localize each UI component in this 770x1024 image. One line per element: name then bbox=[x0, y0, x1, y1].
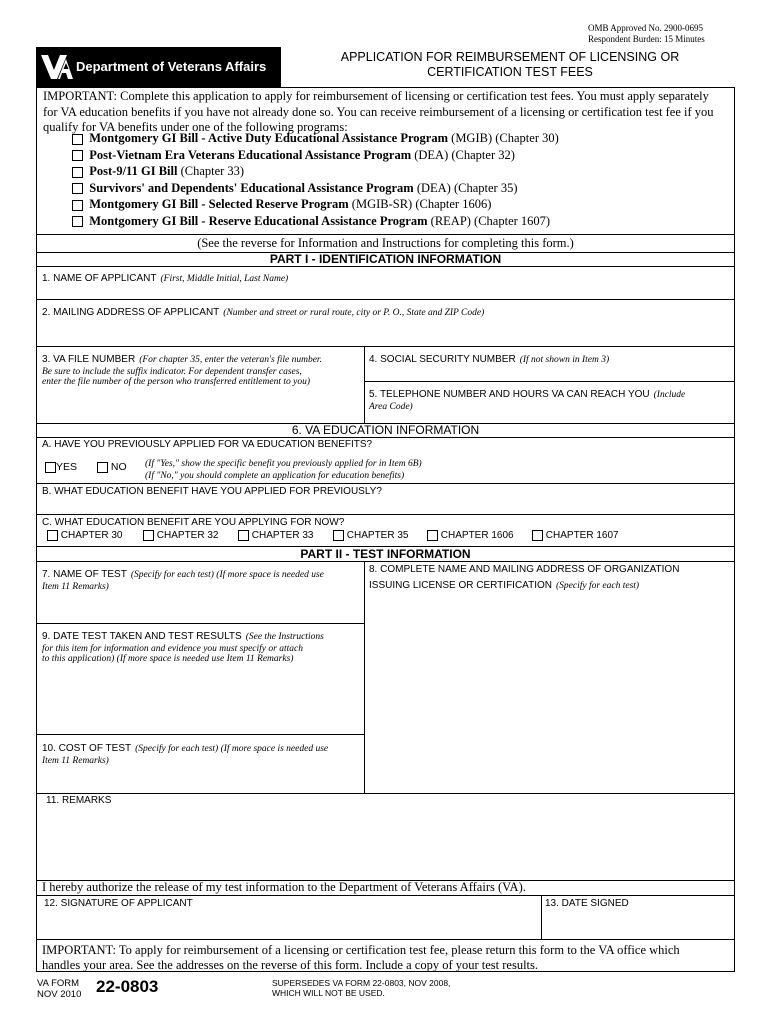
agency-banner bbox=[36, 47, 281, 87]
program-item: Montgomery GI Bill - Active Duty Educational Assistance Program (MGIB) (Chapter 30) bbox=[72, 130, 559, 147]
va-form-label: VA FORM bbox=[37, 978, 80, 989]
omb-number: OMB Approved No. 2900-0695 bbox=[588, 23, 703, 33]
reverse-note: (See the reverse for Information and Instructions for completing this form.) bbox=[197, 236, 574, 250]
item13-label: 13. DATE SIGNED bbox=[545, 898, 629, 909]
form-id bbox=[37, 978, 81, 1000]
ssn-field[interactable] bbox=[368, 362, 730, 380]
remarks-field[interactable] bbox=[40, 808, 730, 878]
program-checkbox[interactable] bbox=[72, 200, 83, 211]
program-item: Montgomery GI Bill - Selected Reserve Program (MGIB-SR) (Chapter 1606) bbox=[72, 196, 559, 213]
item6a-label: A. HAVE YOU PREVIOUSLY APPLIED FOR VA EDUCATION BENEFITS? bbox=[42, 439, 373, 450]
va-file-number-field[interactable] bbox=[40, 382, 360, 420]
supersedes-note: SUPERSEDES VA FORM 22-0803, NOV 2008, WHICH WILL NOT BE USED. bbox=[272, 978, 451, 998]
intro-line3: qualify for VA benefits under one of the following programs: bbox=[43, 120, 348, 134]
intro-text bbox=[43, 89, 714, 136]
form-number: 22-0803 bbox=[96, 977, 159, 996]
intro-line2: for VA education benefits if you have not already done so. You can receive reimbursement of a licensing or certification test fee if you bbox=[43, 104, 714, 119]
item11-label: 11. REMARKS bbox=[46, 795, 112, 806]
item7-label: 7. NAME OF TEST (Specify for each test) (If more space is needed use Item 11 Remarks) bbox=[42, 569, 324, 592]
form-title bbox=[290, 50, 730, 80]
telephone-field[interactable] bbox=[368, 405, 730, 421]
item3-label: 3. VA FILE NUMBER (For chapter 35, enter the veteran's file number. Be sure to include the suffix indicator. For dependent transfer cases, enter the file number of the person who transferred entitlement to you) bbox=[42, 354, 322, 387]
no-option[interactable]: NO bbox=[97, 461, 127, 473]
item10-label: 10. COST OF TEST (Specify for each test) (If more space is needed use Item 11 Remarks) bbox=[42, 743, 329, 766]
yes-option[interactable]: YES bbox=[45, 461, 77, 473]
item5-label: 5. TELEPHONE NUMBER AND HOURS VA CAN REACH YOU (Include Area Code) bbox=[369, 389, 686, 412]
item8-label: 8. COMPLETE NAME AND MAILING ADDRESS OF ORGANIZATION ISSUING LICENSE OR CERTIFICATION (Specify for each test) bbox=[369, 564, 680, 591]
item12-label: 12. SIGNATURE OF APPLICANT bbox=[44, 898, 193, 909]
chapter-checkbox[interactable] bbox=[333, 530, 344, 541]
no-checkbox[interactable] bbox=[97, 462, 108, 473]
respondent-burden: Respondent Burden: 15 Minutes bbox=[588, 34, 705, 44]
chapter-option[interactable]: CHAPTER 30 bbox=[47, 530, 122, 541]
date-signed-field[interactable] bbox=[544, 911, 732, 937]
form-date: NOV 2010 bbox=[37, 989, 82, 1000]
chapter-option[interactable]: CHAPTER 33 bbox=[238, 530, 313, 541]
previous-benefit-field[interactable] bbox=[40, 498, 730, 512]
item6b-label: B. WHAT EDUCATION BENEFIT HAVE YOU APPLIED FOR PREVIOUSLY? bbox=[42, 486, 382, 497]
program-item: Post-Vietnam Era Veterans Educational Assistance Program (DEA) (Chapter 32) bbox=[72, 147, 559, 164]
organization-address-field[interactable] bbox=[368, 590, 730, 790]
test-name-field[interactable] bbox=[40, 588, 360, 621]
yes-checkbox[interactable] bbox=[45, 462, 56, 473]
signature-field[interactable] bbox=[40, 911, 538, 937]
program-checkbox[interactable] bbox=[72, 134, 83, 145]
program-checkbox[interactable] bbox=[72, 150, 83, 161]
chapter-option[interactable]: CHAPTER 35 bbox=[333, 530, 408, 541]
applicant-name-field[interactable] bbox=[40, 282, 730, 298]
program-list bbox=[72, 130, 559, 229]
authorization-statement: I hereby authorize the release of my test information to the Department of Veterans Affairs (VA). bbox=[42, 880, 526, 894]
chapter-checkbox[interactable] bbox=[532, 530, 543, 541]
agency-name: Department of Veterans Affairs bbox=[76, 59, 267, 74]
program-item: Montgomery GI Bill - Reserve Educational Assistance Program (REAP) (Chapter 1607) bbox=[72, 213, 559, 230]
item6a-instructions: (If "Yes," show the specific benefit you previously applied for in Item 6B) (If "No," you should complete an application for education benefits) bbox=[145, 459, 422, 481]
part2-title: PART II - TEST INFORMATION bbox=[300, 547, 471, 561]
program-checkbox[interactable] bbox=[72, 216, 83, 227]
omb-block bbox=[588, 23, 705, 45]
form-title-line1: APPLICATION FOR REIMBURSEMENT OF LICENSING OR bbox=[340, 50, 680, 64]
program-item: Survivors' and Dependents' Educational Assistance Program (DEA) (Chapter 35) bbox=[72, 180, 559, 197]
chapter-checkbox[interactable] bbox=[143, 530, 154, 541]
item6c-label: C. WHAT EDUCATION BENEFIT ARE YOU APPLYING FOR NOW? bbox=[42, 517, 345, 528]
chapter-option[interactable]: CHAPTER 1607 bbox=[532, 530, 619, 541]
chapter-checkbox[interactable] bbox=[238, 530, 249, 541]
part1-title: PART I - IDENTIFICATION INFORMATION bbox=[269, 252, 502, 266]
program-checkbox[interactable] bbox=[72, 183, 83, 194]
form-title-line2: CERTIFICATION TEST FEES bbox=[427, 65, 593, 79]
va-logo-icon bbox=[40, 53, 74, 81]
intro-line1: IMPORTANT: Complete this application to apply for reimbursement of licensing or certification test fees. You must apply separately bbox=[43, 89, 709, 103]
program-checkbox[interactable] bbox=[72, 167, 83, 178]
footer-important: IMPORTANT: To apply for reimbursement of a licensing or certification test fee, please return this form to the VA office which handles your area. See the addresses on the reverse of this form. Include a copy of your test results. bbox=[42, 943, 680, 972]
chapter-option[interactable]: CHAPTER 32 bbox=[143, 530, 218, 541]
test-date-results-field[interactable] bbox=[40, 658, 360, 731]
program-item: Post-9/11 GI Bill (Chapter 33) bbox=[72, 163, 559, 180]
item9-label: 9. DATE TEST TAKEN AND TEST RESULTS (See the Instructions for this item for information and evidence you must specify or attach to this application) (If more space is needed use Item 11 Remarks) bbox=[42, 631, 324, 664]
mailing-address-field[interactable] bbox=[40, 316, 730, 344]
test-cost-field[interactable] bbox=[40, 762, 360, 790]
section6-title: 6. VA EDUCATION INFORMATION bbox=[291, 423, 480, 437]
item1-label: 1. NAME OF APPLICANT (First, Middle Initial, Last Name) bbox=[42, 273, 289, 284]
item4-label: 4. SOCIAL SECURITY NUMBER (If not shown in Item 3) bbox=[369, 354, 610, 365]
item2-label: 2. MAILING ADDRESS OF APPLICANT (Number and street or rural route, city or P. O., State and ZIP Code) bbox=[42, 307, 485, 318]
chapter-checkbox[interactable] bbox=[427, 530, 438, 541]
chapter-checkbox[interactable] bbox=[47, 530, 58, 541]
chapter-option[interactable]: CHAPTER 1606 bbox=[427, 530, 514, 541]
